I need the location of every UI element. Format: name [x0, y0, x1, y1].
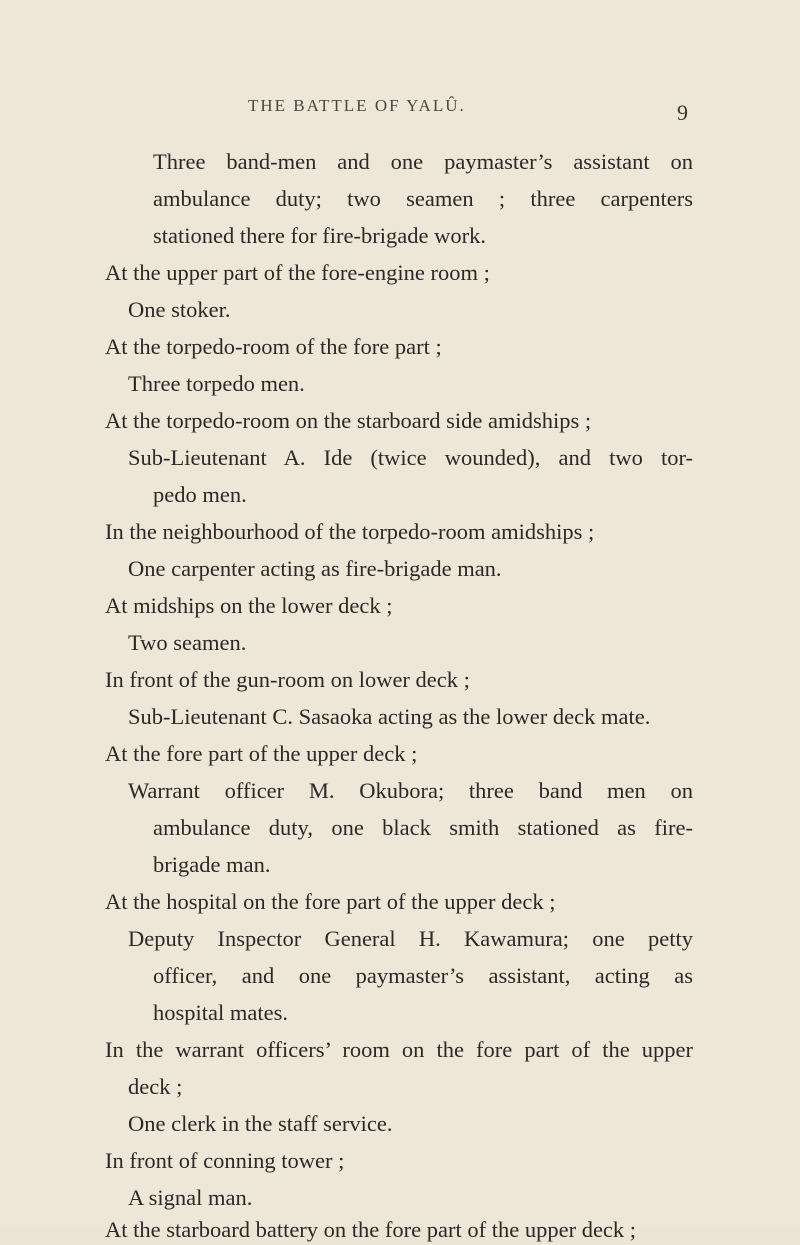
text-line: Deputy Inspector General H. Kawamura; one petty — [128, 926, 693, 951]
text-line: At the torpedo-room of the fore part ; — [105, 334, 442, 359]
text-line: At the starboard battery on the fore part of the upper deck ; — [105, 1217, 637, 1242]
text-line: Sub-Lieutenant A. Ide (twice wounded), and two tor- — [128, 445, 693, 470]
text-line: One carpenter acting as fire-brigade man. — [128, 556, 502, 581]
text-line: In front of the gun-room on lower deck ; — [105, 667, 470, 692]
text-line: brigade man. — [153, 852, 271, 877]
text-line: In the warrant officers’ room on the fore part of the upper — [105, 1037, 693, 1062]
text-line: At midships on the lower deck ; — [105, 593, 393, 618]
text-line: officer, and one paymaster’s assistant, acting as — [153, 963, 693, 988]
text-line: Three torpedo men. — [128, 371, 305, 396]
text-line: stationed there for fire-brigade work. — [153, 223, 486, 248]
text-line: Two seamen. — [128, 630, 247, 655]
running-title: THE BATTLE OF YALÛ. — [248, 96, 466, 115]
text-line: At the hospital on the fore part of the upper deck ; — [105, 889, 556, 914]
text-line: Three band-men and one paymaster’s assistant on — [153, 149, 693, 174]
text-line: One clerk in the staff service. — [128, 1111, 393, 1136]
text-line: ambulance duty; two seamen ; three carpenters — [153, 186, 693, 211]
text-line: Warrant officer M. Okubora; three band men on — [128, 778, 693, 803]
text-line: In front of conning tower ; — [105, 1148, 345, 1173]
text-line: At the upper part of the fore-engine room ; — [105, 260, 490, 285]
text-line: In the neighbourhood of the torpedo-room amidships ; — [105, 519, 595, 544]
text-line: One stoker. — [128, 297, 231, 322]
text-line: pedo men. — [153, 482, 247, 507]
text-line: ambulance duty, one black smith stationed as fire- — [153, 815, 693, 840]
text-line: A signal man. — [128, 1185, 253, 1210]
page-number: 9 — [677, 100, 688, 125]
text-line: hospital mates. — [153, 1000, 288, 1025]
text-line: deck ; — [128, 1074, 183, 1099]
text-line: At the torpedo-room on the starboard side amidships ; — [105, 408, 592, 433]
text-line: At the fore part of the upper deck ; — [105, 741, 418, 766]
text-line: Sub-Lieutenant C. Sasaoka acting as the lower deck mate. — [128, 704, 651, 729]
